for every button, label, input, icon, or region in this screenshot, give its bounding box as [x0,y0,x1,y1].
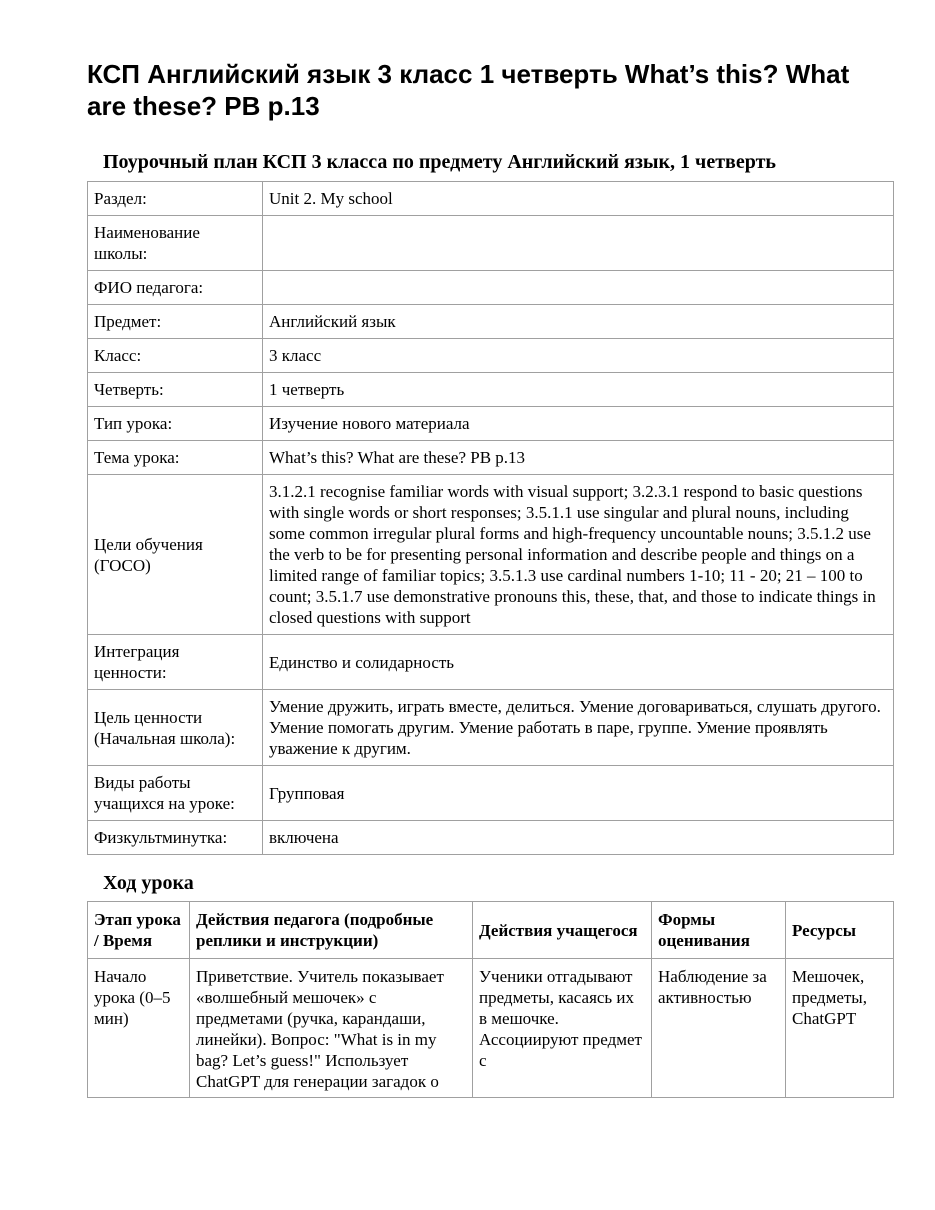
page-title: КСП Английский язык 3 класс 1 четверть What’s this? What are these? PB p.13 [87,59,850,121]
cell-assessment [652,959,786,1098]
info-row [88,339,894,373]
lesson-info-table [87,181,894,855]
flow-header-row [88,902,894,959]
info-key: Тема урока: [88,441,263,475]
info-row [88,305,894,339]
header-teacher-actions: Действия педагога (подробные реплики и инструкции) [190,902,473,959]
info-value [263,216,894,271]
cell-stage-text: Начало урока (0–5 мин) [94,967,171,1028]
info-key: Физкультминутка: [88,821,263,855]
info-value: Изучение нового материала [263,407,894,441]
info-key: Раздел: [88,182,263,216]
info-key: Виды работы учащихся на уроке: [88,766,263,821]
info-key: Интеграция ценности: [88,635,263,690]
info-value: 1 четверть [263,373,894,407]
lesson-flow-table [87,901,894,1098]
info-row [88,821,894,855]
info-key: Четверть: [88,373,263,407]
info-value: Единство и солидарность [263,635,894,690]
info-row [88,216,894,271]
info-row [88,182,894,216]
cell-student-actions [473,959,652,1098]
info-value: Групповая [263,766,894,821]
cell-teacher-actions [190,959,473,1098]
info-key: Класс: [88,339,263,373]
info-key: ФИО педагога: [88,271,263,305]
info-row [88,635,894,690]
info-value: 3.1.2.1 recognise familiar words with visual support; 3.2.3.1 respond to basic questions with single words or short responses; 3.5.1.1 use singular and plural nouns, including some common irregular plural forms and high-frequency uncountable nouns; 3.5.1.2 use the verb to be for presenting personal information and describe people and things on a limited range of familiar topics; 3.5.1.3 use cardinal numbers 1-10; 11 - 20; 21 – 100 to count; 3.5.1.7 use demonstrative pronouns this, these, that, and those to indicate things in closed questions with support [263,475,894,635]
cell-student-actions-text: Ученики отгадывают предметы, касаясь их в мешочке. Ассоциируют предмет с [479,967,642,1070]
header-assessment: Формы оценивания [652,902,786,959]
header-stage: Этап урока / Время [88,902,190,959]
info-key: Тип урока: [88,407,263,441]
info-row [88,441,894,475]
document-page [87,58,893,1098]
info-value [263,271,894,305]
cell-resources [786,959,894,1098]
info-row [88,475,894,635]
info-row [88,271,894,305]
header-resources: Ресурсы [786,902,894,959]
lesson-flow-heading: Ход урока [103,872,194,894]
cell-resources-text: Мешочек, предметы, ChatGPT [792,967,867,1028]
cell-teacher-actions-text: Приветствие. Учитель показывает «волшебный мешочек» с предметами (ручка, карандаши, линейки). Вопрос: "What is in my bag? Let’s guess!" Использует ChatGPT для генерации загадок о [196,967,444,1091]
info-value: включена [263,821,894,855]
info-key: Наименование школы: [88,216,263,271]
info-value: Unit 2. My school [263,182,894,216]
cell-assessment-text: Наблюдение за активностью [658,967,767,1007]
header-student-actions: Действия учащегося [473,902,652,959]
plan-heading: Поурочный план КСП 3 класса по предмету Английский язык, 1 четверть [103,151,776,173]
info-value: Умение дружить, играть вместе, делиться. Умение договариваться, слушать другого. Умение помогать другим. Умение работать в паре, группе. Умение проявлять уважение к другим. [263,690,894,766]
info-key: Цели обучения (ГОСО) [88,475,263,635]
info-row [88,690,894,766]
info-row [88,407,894,441]
info-value: Английский язык [263,305,894,339]
info-value: 3 класс [263,339,894,373]
info-key: Цель ценности (Начальная школа): [88,690,263,766]
info-row [88,766,894,821]
flow-row [88,959,894,1098]
info-row [88,373,894,407]
info-key: Предмет: [88,305,263,339]
info-value: What’s this? What are these? PB p.13 [263,441,894,475]
cell-stage [88,959,190,1098]
